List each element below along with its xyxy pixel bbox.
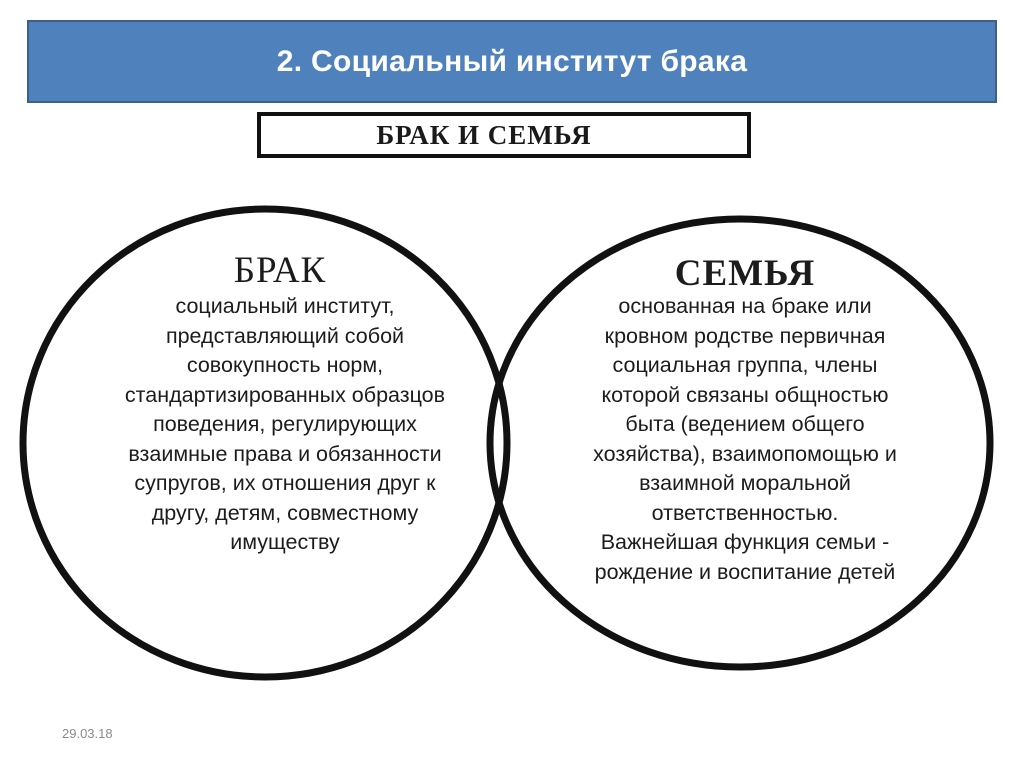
family-heading: СЕМЬЯ bbox=[674, 253, 816, 294]
slide-date: 29.03.18 bbox=[62, 726, 113, 741]
marriage-definition: социальный институт, представляющий собой совокупность норм, стандартизированных образцов поведения, регулирующих взаимные права и обязанности супругов, их отношения друг к другу, детям, совместному имуществу bbox=[124, 294, 446, 554]
slide-title: 2. Социальный институт брака bbox=[276, 44, 748, 78]
family-section bbox=[525, 253, 965, 587]
marriage-heading: БРАК bbox=[233, 250, 327, 291]
diagram-subtitle: БРАК И СЕМЬЯ bbox=[376, 119, 592, 150]
marriage-section bbox=[60, 250, 510, 558]
family-definition: основанная на браке или кровном родстве первичная социальная группа, члены которой связаны общностью быта (ведением общего хозяйства), взаимопомощью и взаимной моральной ответственностью. Важнейшая функция семьи - рождение и воспитание детей bbox=[593, 294, 897, 584]
